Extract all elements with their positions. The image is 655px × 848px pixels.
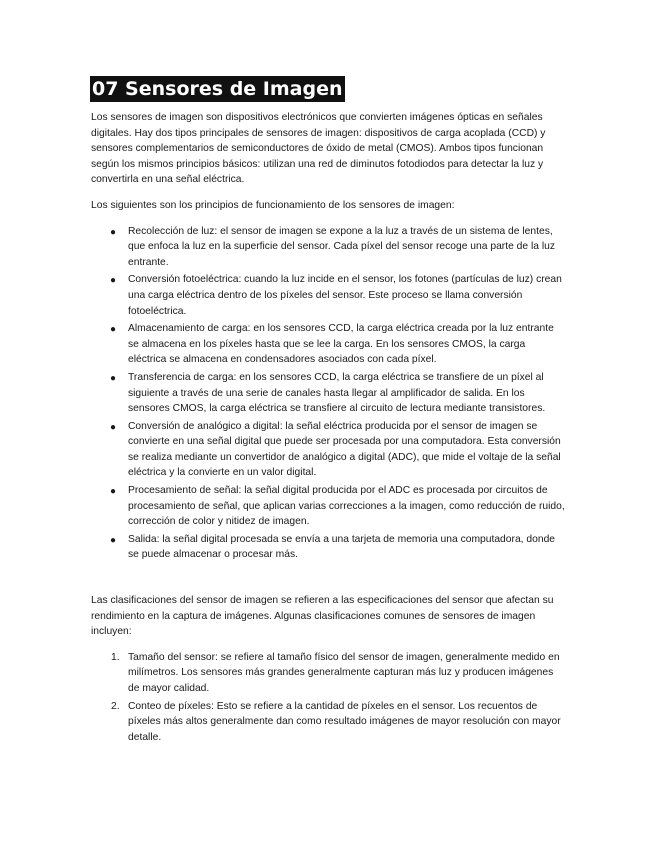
list-item bbox=[91, 532, 566, 563]
classifications-intro: Las clasificaciones del sensor de imagen se refieren a las especificaciones del sensor que afectan su rendimiento en la captura de imágenes. Algunas clasificaciones comunes de sensores de imagen incluyen: bbox=[91, 595, 554, 638]
list-item bbox=[91, 272, 566, 319]
principles-list bbox=[91, 224, 566, 563]
bullet-icon: ● bbox=[110, 372, 117, 384]
document-body bbox=[91, 110, 566, 747]
list-item bbox=[91, 370, 566, 417]
bullet-icon: ● bbox=[110, 324, 117, 336]
bullet-icon: ● bbox=[110, 421, 117, 433]
list-item-text: Salida: la señal digital procesada se envía a una tarjeta de memoria una computadora, donde se puede almacenar o procesar más. bbox=[128, 533, 556, 561]
spacer bbox=[91, 565, 566, 593]
list-item bbox=[91, 419, 566, 481]
bullet-icon: ● bbox=[110, 486, 117, 498]
classifications-list bbox=[91, 650, 566, 746]
list-item-text: Conteo de píxeles: Esto se refiere a la cantidad de píxeles en el sensor. Los recuentos de píxeles más altos generalmente dan como resultado imágenes de mayor resolución con mayor detalle. bbox=[128, 700, 561, 743]
intro-paragraph: Los sensores de imagen son dispositivos electrónicos que convierten imágenes ópticas en señales digitales. Hay dos tipos principales de sensores de imagen: dispositivos de carga acoplada (CCD) y sensores complementarios de semiconductores de óxido de metal (CMOS). Ambos tipos funcionan según los mismos principios básicos: utilizan una red de diminutos fotodiodos para detectar la luz y convertirla en una señal eléctrica. bbox=[91, 112, 546, 186]
list-item bbox=[91, 699, 566, 746]
list-number: 2. bbox=[111, 700, 120, 712]
principles-heading: Los siguientes son los principios de funcionamiento de los sensores de imagen: bbox=[91, 199, 455, 211]
bullet-icon: ● bbox=[110, 534, 117, 546]
list-item-text: Conversión de analógico a digital: la señal eléctrica producida por el sensor de imagen se convierte en una señal digital que puede ser procesada por una computadora. Esta conversión se realiza mediante un convertidor de analógico a digital (ADC), que mide el voltaje de la señal eléctrica y la convierte en un valor digital. bbox=[128, 420, 561, 479]
bullet-icon: ● bbox=[110, 226, 117, 238]
bullet-icon: ● bbox=[110, 275, 117, 287]
list-item-text: Transferencia de carga: en los sensores CCD, la carga eléctrica se transfiere de un píxel al siguiente a través de una serie de canales hasta llegar al amplificador de salida. En los sensores CMOS, la carga eléctrica se transfiere al circuito de lectura mediante transistores. bbox=[128, 371, 546, 415]
list-number: 1. bbox=[111, 651, 120, 663]
list-item-text: Tamaño del sensor: se refiere al tamaño físico del sensor de imagen, generalmente medido en milímetros. Los sensores más grandes generalmente capturan más luz y producen imágenes de mayor calidad. bbox=[128, 651, 560, 694]
list-item bbox=[91, 321, 566, 368]
list-item-text: Procesamiento de señal: la señal digital producida por el ADC es procesada por circuitos de procesamiento de señal, que aplican varias correcciones a la imagen, como reducción de ruido, corrección de color y nitidez de imagen. bbox=[128, 485, 565, 528]
list-item bbox=[91, 483, 566, 530]
list-item bbox=[91, 650, 566, 697]
list-item-text: Conversión fotoeléctrica: cuando la luz incide en el sensor, los fotones (partículas de luz) crean una carga eléctrica dentro de los píxeles del sensor. Este proceso se llama conversión fotoeléctrica. bbox=[128, 274, 562, 317]
list-item-text: Recolección de luz: el sensor de imagen se expone a la luz a través de un sistema de lentes, que enfoca la luz en la superficie del sensor. Cada píxel del sensor recoge una parte de la luz entrante. bbox=[128, 225, 556, 268]
list-item-text: Almacenamiento de carga: en los sensores CCD, la carga eléctrica creada por la luz entrante se almacena en los píxeles hasta que se lee la carga. En los sensores CMOS, la carga eléctrica se almacena en condensadores asociados con cada píxel. bbox=[128, 323, 554, 366]
list-item bbox=[91, 224, 566, 271]
page-title: 07 Sensores de Imagen bbox=[92, 78, 343, 100]
